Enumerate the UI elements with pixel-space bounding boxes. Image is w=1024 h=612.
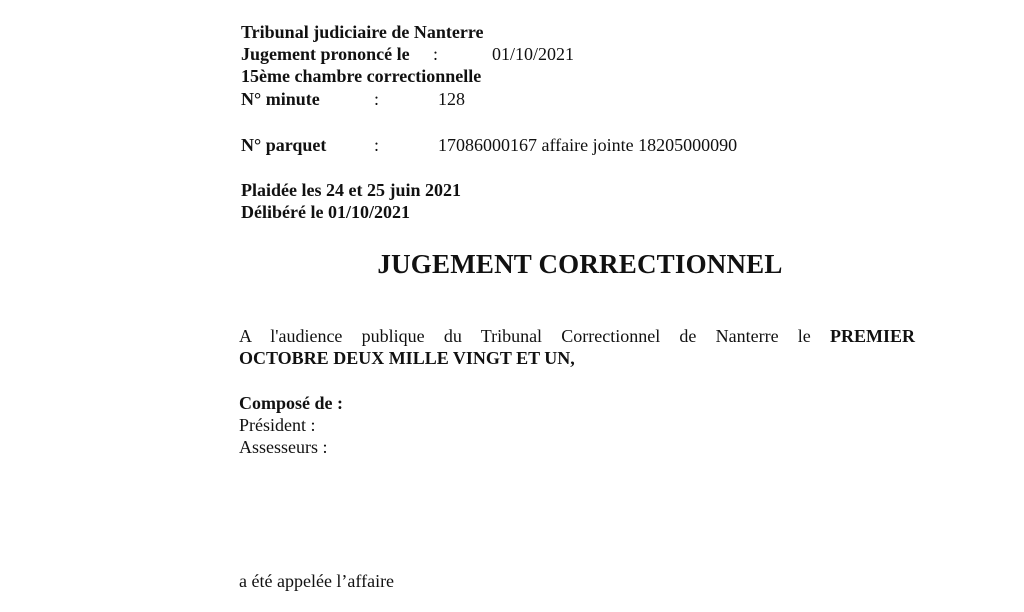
audience-date-end: OCTOBRE DEUX MILLE VINGT ET UN, — [239, 348, 575, 368]
minute-label: N° minute — [241, 89, 320, 109]
plaidee-dates: Plaidée les 24 et 25 juin 2021 — [241, 180, 461, 200]
jugement-date-value: 01/10/2021 — [492, 44, 575, 64]
tribunal-name: Tribunal judiciaire de Nanterre — [241, 22, 484, 42]
affaire-appelee: a été appelée l’affaire — [239, 571, 395, 591]
audience-date-start: PREMIER — [830, 326, 916, 346]
chambre-name: 15ème chambre correctionnelle — [241, 66, 482, 86]
composition-label: Composé de : — [239, 393, 343, 413]
delibere-date: Délibéré le 01/10/2021 — [241, 202, 410, 222]
minute-colon: : — [374, 89, 380, 109]
president-label: Président : — [239, 415, 316, 435]
audience-text: A l'audience publique du Tribunal Correctionnel de Nanterre le — [239, 326, 811, 346]
jugement-date-label: Jugement prononcé le — [241, 44, 410, 64]
jugement-date-colon: : — [433, 44, 439, 64]
document-title: JUGEMENT CORRECTIONNEL — [377, 249, 783, 279]
audience-line-1 — [239, 325, 915, 347]
minute-value: 128 — [438, 89, 465, 109]
parquet-label: N° parquet — [241, 135, 327, 155]
assesseurs-label: Assesseurs : — [239, 437, 328, 457]
parquet-value: 17086000167 affaire jointe 18205000090 — [438, 135, 738, 155]
audience-paragraph — [239, 325, 915, 369]
parquet-colon: : — [374, 135, 380, 155]
